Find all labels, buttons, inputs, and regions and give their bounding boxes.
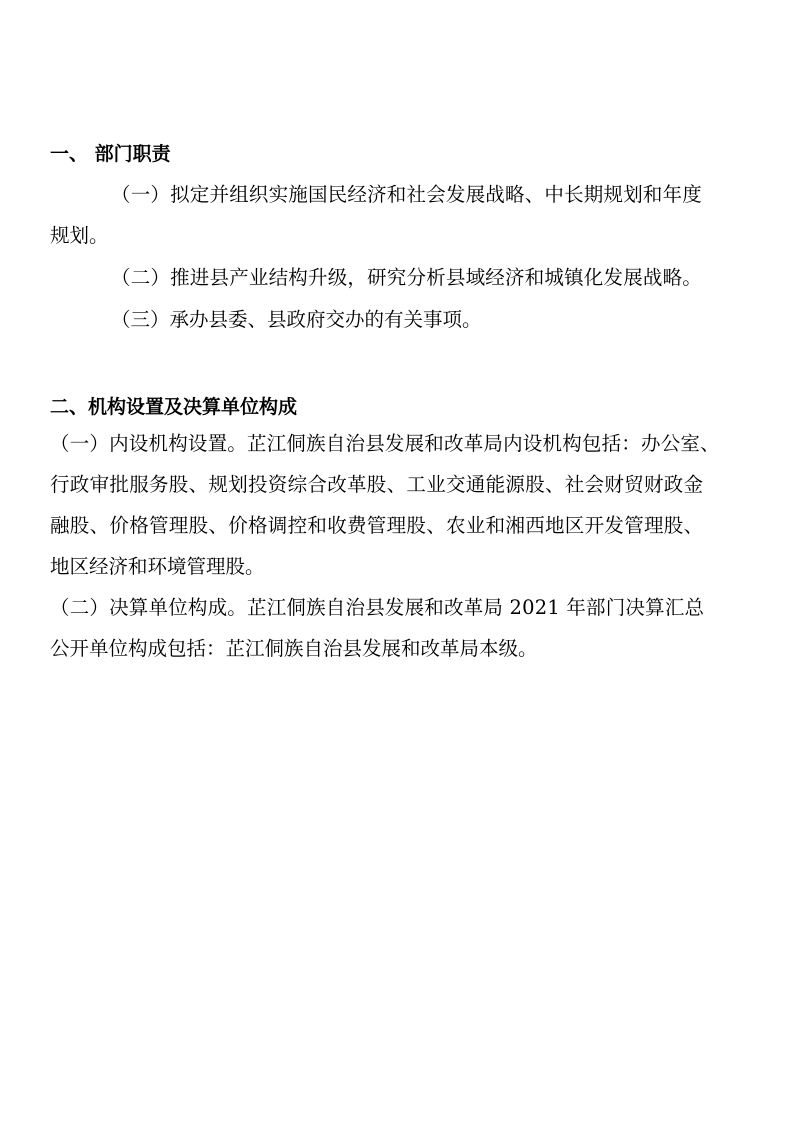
org-paragraph-2-line-1: （二）决算单位构成。芷江侗族自治县发展和改革局 2021 年部门决算汇总 bbox=[50, 596, 705, 619]
responsibility-item-1-line-2: 规划。 bbox=[50, 224, 109, 247]
responsibility-item-1-line-1: （一）拟定并组织实施国民经济和社会发展战略、中长期规划和年度 bbox=[111, 183, 703, 206]
org-paragraph-1-line-1: （一）内设机构设置。芷江侗族自治县发展和改革局内设机构包括：办公室、 bbox=[50, 432, 720, 455]
org-paragraph-1-line-2: 行政审批服务股、规划投资综合改革股、工业交通能源股、社会财贸财政金 bbox=[50, 473, 704, 496]
responsibility-item-2: （二）推进县产业结构升级，研究分析县域经济和城镇化发展战略。 bbox=[111, 266, 703, 289]
section-heading-responsibilities: 一、 部门职责 bbox=[50, 143, 171, 165]
section-heading-organization: 二、机构设置及决算单位构成 bbox=[50, 396, 298, 418]
responsibility-item-3: （三）承办县委、县政府交办的有关事项。 bbox=[111, 308, 482, 331]
org-paragraph-2-line-2: 公开单位构成包括：芷江侗族自治县发展和改革局本级。 bbox=[50, 637, 538, 660]
org-paragraph-1-line-3: 融股、价格管理股、价格调控和收费管理股、农业和湘西地区开发管理股、 bbox=[50, 514, 704, 537]
org-paragraph-1-line-4: 地区经济和环境管理股。 bbox=[50, 555, 265, 578]
